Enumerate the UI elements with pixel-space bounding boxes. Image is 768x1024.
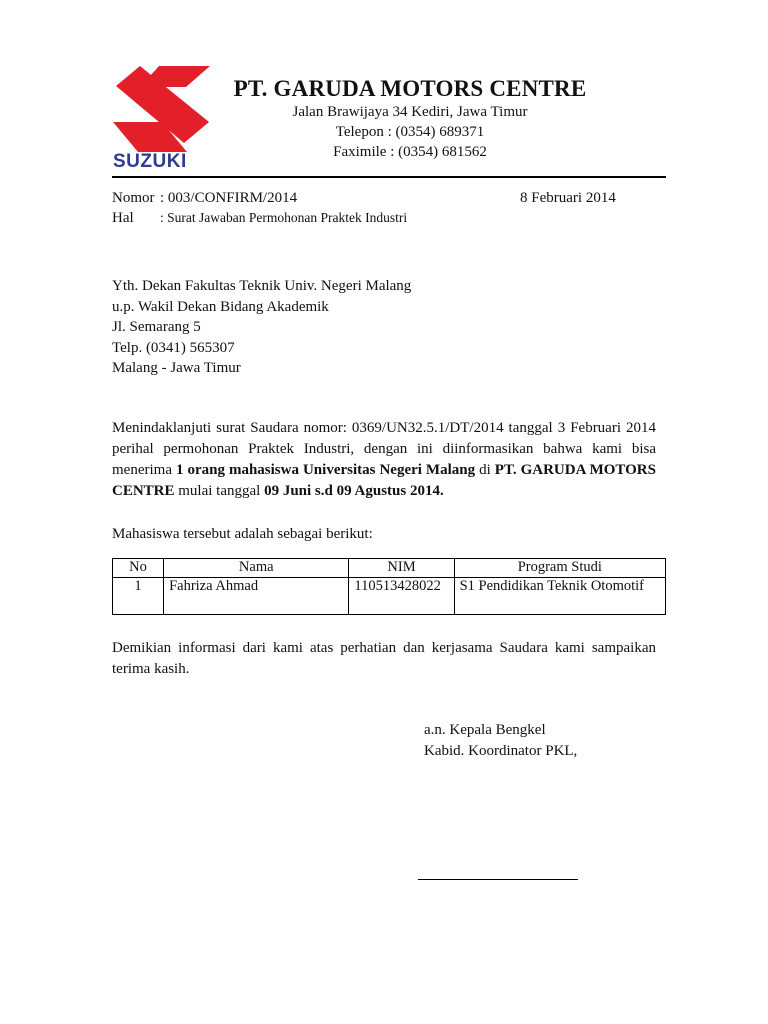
body-text: mulai tanggal <box>174 483 265 499</box>
signature-line-2: Kabid. Koordinator PKL, <box>424 743 578 759</box>
letterhead <box>200 76 620 162</box>
body-paragraph-3: Demikian informasi dari kami atas perhatian dan kerjasama Saudara kami sampaikan terima kasih. <box>112 640 656 677</box>
body-text: Menindaklanjuti surat Saudara nomor: 0369/UN32.5.1/DT/2014 tanggal 3 Februari 2014 perihal permohonan Praktek Industri, dengan ini diinformasikan bahwa kami bisa menerima <box>112 420 656 478</box>
body-bold-text: PT. GARUDA MOTORS CENTRE <box>112 462 656 499</box>
company-fax: Faximile : (0354) 681562 <box>333 144 487 160</box>
cell-nama: Fahriza Ahmad <box>164 578 349 615</box>
signature-rule <box>418 879 578 880</box>
cell-program-studi: S1 Pendidikan Teknik Otomotif <box>454 578 665 615</box>
header-divider <box>112 176 666 178</box>
body-paragraph-2: Mahasiswa tersebut adalah sebagai berikut: <box>112 526 373 542</box>
company-phone: Telepon : (0354) 689371 <box>335 124 485 140</box>
company-address: Jalan Brawijaya 34 Kediri, Jawa Timur <box>292 104 528 120</box>
cell-no: 1 <box>113 578 164 615</box>
hal-row <box>112 208 668 228</box>
nomor-row <box>112 188 668 208</box>
recipient-line: Telp. (0341) 565307 <box>112 339 235 356</box>
hal-value: : Surat Jawaban Permohonan Praktek Industri <box>160 210 408 225</box>
table-row <box>113 578 666 615</box>
body-bold-text: 09 Juni s.d 09 Agustus 2014. <box>264 483 444 499</box>
hal-label: Hal <box>112 210 134 226</box>
header-no: No <box>113 559 164 578</box>
cell-nim: 110513428022 <box>349 578 454 615</box>
letter-date: 8 Februari 2014 <box>520 190 616 206</box>
nomor-label: Nomor <box>112 190 155 206</box>
body-text: di <box>475 462 495 478</box>
header-program-studi: Program Studi <box>454 559 665 578</box>
recipient-block <box>112 276 411 379</box>
header-nim: NIM <box>349 559 454 578</box>
table-header-row <box>113 559 666 578</box>
recipient-line: u.p. Wakil Dekan Bidang Akademik <box>112 298 329 315</box>
body-paragraph-1 <box>112 418 656 502</box>
nomor-value: : 003/CONFIRM/2014 <box>160 190 298 206</box>
header-nama: Nama <box>164 559 349 578</box>
signature-line-1: a.n. Kepala Bengkel <box>424 722 546 738</box>
recipient-line: Jl. Semarang 5 <box>112 319 201 335</box>
body-bold-text: 1 orang mahasiswa Universitas Negeri Malang <box>175 462 476 478</box>
signature-block <box>424 720 577 762</box>
brand-wordmark: SUZUKI <box>113 151 187 172</box>
letter-meta <box>112 188 668 228</box>
recipient-line: Malang - Jawa Timur <box>112 360 241 376</box>
recipient-line: Yth. Dekan Fakultas Teknik Univ. Negeri Malang <box>112 278 412 294</box>
company-name: PT. GARUDA MOTORS CENTRE <box>233 76 587 101</box>
students-table <box>112 558 666 615</box>
